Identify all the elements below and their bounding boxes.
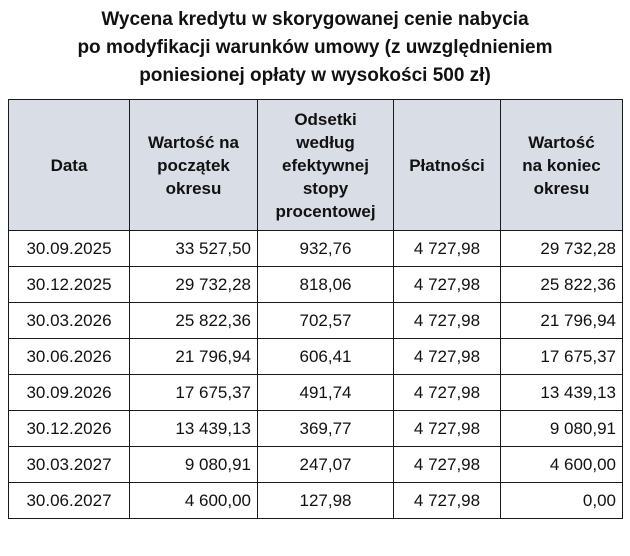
header-line: okresu <box>533 178 590 198</box>
cell-end-value: 13 439,13 <box>501 375 623 411</box>
cell-start-value: 29 732,28 <box>130 267 258 303</box>
table-row <box>9 375 623 411</box>
header-line: Płatności <box>409 155 485 175</box>
cell-date: 30.06.2026 <box>9 339 130 375</box>
title-line-3: poniesionej opłaty w wysokości 500 zł) <box>139 65 491 86</box>
cell-end-value: 25 822,36 <box>501 267 623 303</box>
header-line: procentowej <box>275 201 376 221</box>
header-line: stopy <box>302 178 349 198</box>
header-line: na koniec <box>522 155 601 175</box>
cell-interest: 606,41 <box>258 339 394 375</box>
cell-payment: 4 727,98 <box>394 267 501 303</box>
header-line: Odsetki <box>294 109 357 129</box>
table-row <box>9 483 623 519</box>
header-line: efektywnej <box>282 155 369 175</box>
cell-date: 30.09.2026 <box>9 375 130 411</box>
table-body <box>9 231 623 519</box>
loan-valuation-table <box>8 99 623 519</box>
table-title <box>0 6 630 90</box>
cell-date: 30.06.2027 <box>9 483 130 519</box>
cell-start-value: 33 527,50 <box>130 231 258 267</box>
cell-date: 30.12.2026 <box>9 411 130 447</box>
cell-payment: 4 727,98 <box>394 231 501 267</box>
cell-start-value: 4 600,00 <box>130 483 258 519</box>
header-line: początek <box>157 155 230 175</box>
cell-date: 30.12.2025 <box>9 267 130 303</box>
cell-interest: 818,06 <box>258 267 394 303</box>
header-start-value <box>130 100 258 231</box>
cell-end-value: 29 732,28 <box>501 231 623 267</box>
title-line-1: Wycena kredytu w skorygowanej cenie nabycia <box>101 9 529 30</box>
table-row <box>9 447 623 483</box>
cell-start-value: 25 822,36 <box>130 303 258 339</box>
cell-date: 30.09.2025 <box>9 231 130 267</box>
cell-end-value: 17 675,37 <box>501 339 623 375</box>
header-payments <box>394 100 501 231</box>
header-line: okresu <box>165 178 222 198</box>
header-end-value <box>501 100 623 231</box>
cell-payment: 4 727,98 <box>394 483 501 519</box>
cell-end-value: 21 796,94 <box>501 303 623 339</box>
header-row <box>9 100 623 231</box>
header-interest <box>258 100 394 231</box>
header-line: Data <box>50 155 88 175</box>
cell-end-value: 9 080,91 <box>501 411 623 447</box>
cell-payment: 4 727,98 <box>394 303 501 339</box>
cell-end-value: 0,00 <box>501 483 623 519</box>
header-line: Wartość <box>528 132 595 152</box>
cell-interest: 247,07 <box>258 447 394 483</box>
title-line-2: po modyfikacji warunków umowy (z uwzględnieniem <box>77 37 553 58</box>
cell-interest: 369,77 <box>258 411 394 447</box>
cell-start-value: 17 675,37 <box>130 375 258 411</box>
header-line: Wartość na <box>147 132 239 152</box>
header-line: według <box>296 132 355 152</box>
cell-end-value: 4 600,00 <box>501 447 623 483</box>
table-row <box>9 267 623 303</box>
cell-payment: 4 727,98 <box>394 339 501 375</box>
cell-interest: 932,76 <box>258 231 394 267</box>
cell-interest: 702,57 <box>258 303 394 339</box>
table-row <box>9 411 623 447</box>
cell-date: 30.03.2027 <box>9 447 130 483</box>
cell-interest: 491,74 <box>258 375 394 411</box>
cell-start-value: 21 796,94 <box>130 339 258 375</box>
table-row <box>9 303 623 339</box>
cell-payment: 4 727,98 <box>394 375 501 411</box>
cell-start-value: 9 080,91 <box>130 447 258 483</box>
header-date <box>9 100 130 231</box>
cell-interest: 127,98 <box>258 483 394 519</box>
cell-start-value: 13 439,13 <box>130 411 258 447</box>
cell-date: 30.03.2026 <box>9 303 130 339</box>
table-row <box>9 231 623 267</box>
cell-payment: 4 727,98 <box>394 447 501 483</box>
table-row <box>9 339 623 375</box>
cell-payment: 4 727,98 <box>394 411 501 447</box>
